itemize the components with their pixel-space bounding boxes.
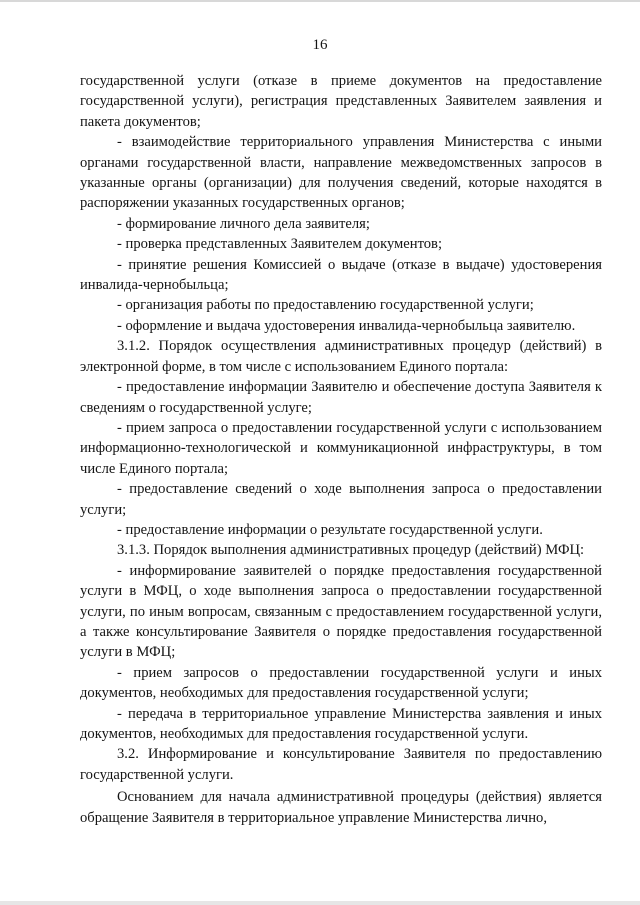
list-item: - проверка представленных Заявителем документов; <box>117 236 443 253</box>
list-item: - оформление и выдача удостоверения инвалида-чернобыльца заявителю. <box>117 317 576 334</box>
list-item: - прием запросов о предоставлении государственной услуги и иных документов, необходимых для предоставления государственной услуги; <box>80 664 602 702</box>
list-item: - организация работы по предоставлению государственной услуги; <box>117 297 534 314</box>
paragraph: Основанием для начала административной процедуры (действия) является обращение Заявителя в территориальное управление Министерства лично, <box>80 789 602 826</box>
section-paragraph: 3.1.3. Порядок выполнения административных процедур (действий) МФЦ: <box>117 542 585 559</box>
list-item: - предоставление информации Заявителю и обеспечение доступа Заявителя к сведениям о государственной услуге; <box>80 379 602 416</box>
list-item: - взаимодействие территориального управления Министерства с иными органами государственной власти, направление межведомственных запросов в указанные органы (организации) для получения сведений, которые находятся в распоряжении указанных государственных органов; <box>80 134 602 212</box>
list-item: - формирование личного дела заявителя; <box>117 215 370 232</box>
document-body <box>80 71 602 828</box>
section-paragraph: 3.2. Информирование и консультирование Заявителя по предоставлению государственной услуги. <box>80 746 602 783</box>
list-item: - прием запроса о предоставлении государственной услуги с использованием информационно-технологической и коммуникационной инфраструктуры, в том числе Единого портала; <box>80 419 602 477</box>
page-number: 16 <box>312 37 328 53</box>
list-item: - передача в территориальное управление Министерства заявления и иных документов, необходимых для предоставления государственной услуги. <box>80 705 602 742</box>
list-item: - информирование заявителей о порядке предоставления государственной услуги в МФЦ, о ходе выполнения запроса о предоставлении государственной услуги, по иным вопросам, связанным с предоставлением государственной услуги, а также консультирование Заявителя о порядке предоставления государственной услуги в МФЦ; <box>80 562 602 661</box>
list-item: - предоставление информации о результате государственной услуги. <box>117 521 543 538</box>
paragraph: государственной услуги (отказе в приеме документов на предоставление государственной услуги), регистрация представленных Заявителем заявления и пакета документов; <box>80 73 602 130</box>
list-item: - предоставление сведений о ходе выполнения запроса о предоставлении услуги; <box>80 481 602 518</box>
scan-edge-top <box>0 0 640 2</box>
scan-edge-bottom <box>0 901 640 905</box>
list-item: - принятие решения Комиссией о выдаче (отказе в выдаче) удостоверения инвалида-чернобыльца; <box>80 256 602 294</box>
section-paragraph: 3.1.2. Порядок осуществления административных процедур (действий) в электронной форме, в том числе с использованием Единого портала: <box>80 338 602 375</box>
